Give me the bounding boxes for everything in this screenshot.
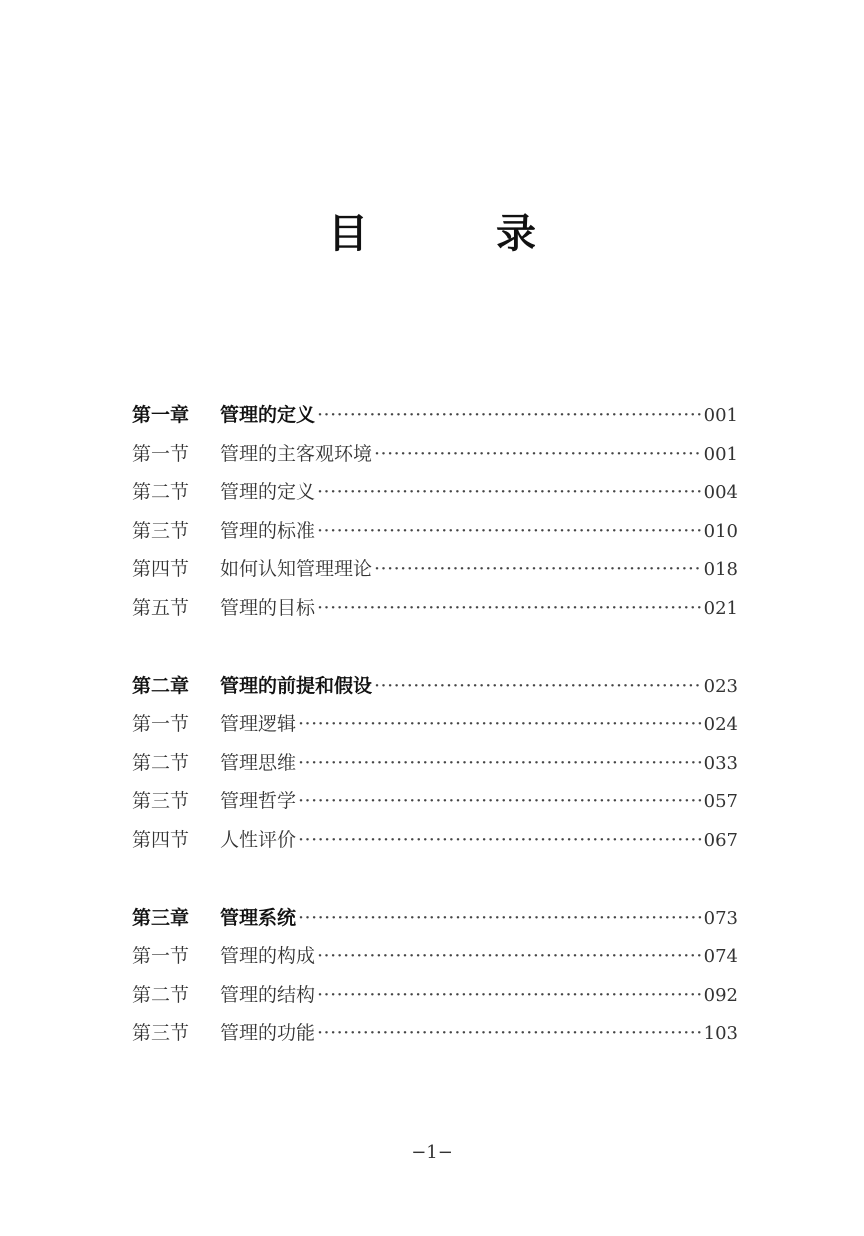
page-number: 057 xyxy=(703,791,738,813)
footer-page-number: −1− xyxy=(411,1142,453,1163)
toc-chapter-entry[interactable] xyxy=(132,899,738,938)
dot-leader xyxy=(317,396,702,435)
section-title: 管理哲学 xyxy=(220,790,297,813)
section-title: 管理逻辑 xyxy=(220,713,297,736)
dot-leader xyxy=(317,1014,702,1053)
section-title: 管理思维 xyxy=(220,751,297,774)
toc-section-entry[interactable] xyxy=(132,937,738,976)
page-number: 004 xyxy=(703,482,738,504)
toc-section-entry[interactable] xyxy=(132,435,738,474)
section-number: 第四节 xyxy=(132,558,190,581)
section-number: 第三节 xyxy=(132,790,190,813)
section-title: 如何认知管理理论 xyxy=(220,558,373,581)
section-number: 第二节 xyxy=(132,751,190,774)
section-number: 第一节 xyxy=(132,945,190,968)
toc-section-entry[interactable] xyxy=(132,744,738,783)
dot-leader xyxy=(317,473,702,512)
section-title: 管理的主客观环境 xyxy=(220,442,373,465)
section-number: 第二节 xyxy=(132,481,190,504)
section-title: 管理的定义 xyxy=(220,481,316,504)
chapter-title: 管理系统 xyxy=(220,906,297,929)
chapter-number: 第三章 xyxy=(132,906,190,929)
chapter-1 xyxy=(132,396,738,628)
page-number: 023 xyxy=(703,675,738,697)
section-number: 第三节 xyxy=(132,519,190,542)
section-title: 人性评价 xyxy=(220,828,297,851)
toc-section-entry[interactable] xyxy=(132,821,738,860)
dot-leader xyxy=(317,589,702,628)
chapter-3 xyxy=(132,899,738,1053)
dot-leader xyxy=(298,782,702,821)
chapter-title: 管理的前提和假设 xyxy=(220,674,373,697)
dot-leader xyxy=(317,976,702,1015)
page-number: 073 xyxy=(703,907,738,929)
section-number: 第一节 xyxy=(132,713,190,736)
section-title: 管理的结构 xyxy=(220,983,316,1006)
page-number: 024 xyxy=(703,714,738,736)
chapter-number: 第二章 xyxy=(132,674,190,697)
page-title: 目 录 xyxy=(328,210,580,257)
toc-section-entry[interactable] xyxy=(132,589,738,628)
chapter-2 xyxy=(132,667,738,860)
section-title: 管理的目标 xyxy=(220,596,316,619)
toc-section-entry[interactable] xyxy=(132,1014,738,1053)
page-number: 001 xyxy=(703,405,738,426)
dot-leader xyxy=(298,821,702,860)
chapter-title: 管理的定义 xyxy=(220,404,316,426)
page-number: 092 xyxy=(703,984,738,1006)
dot-leader xyxy=(298,899,702,938)
section-number: 第一节 xyxy=(132,442,190,465)
page-number: 074 xyxy=(703,946,738,968)
dot-leader xyxy=(298,744,702,783)
toc-section-entry[interactable] xyxy=(132,512,738,551)
section-title: 管理的标准 xyxy=(220,519,316,542)
chapter-number: 第一章 xyxy=(132,404,190,426)
page-number: 067 xyxy=(703,829,738,851)
page-number: 018 xyxy=(703,559,738,581)
page-number: 033 xyxy=(703,752,738,774)
toc-section-entry[interactable] xyxy=(132,473,738,512)
toc-section-entry[interactable] xyxy=(132,705,738,744)
toc-section-entry[interactable] xyxy=(132,976,738,1015)
toc-section-entry[interactable] xyxy=(132,550,738,589)
section-title: 管理的构成 xyxy=(220,945,316,968)
section-number: 第三节 xyxy=(132,1022,190,1045)
page-number: 001 xyxy=(703,443,738,465)
page-number: 010 xyxy=(703,520,738,542)
section-number: 第二节 xyxy=(132,983,190,1006)
section-number: 第五节 xyxy=(132,596,190,619)
section-number: 第四节 xyxy=(132,828,190,851)
toc-chapter-entry[interactable] xyxy=(132,667,738,706)
toc-section-entry[interactable] xyxy=(132,782,738,821)
toc-chapter-entry[interactable] xyxy=(132,396,738,435)
table-of-contents xyxy=(132,396,738,1053)
dot-leader xyxy=(374,667,702,706)
dot-leader xyxy=(374,550,702,589)
dot-leader xyxy=(317,937,702,976)
dot-leader xyxy=(317,512,702,551)
section-title: 管理的功能 xyxy=(220,1022,316,1045)
dot-leader xyxy=(298,705,702,744)
page-number: 021 xyxy=(703,597,738,619)
dot-leader xyxy=(374,435,702,474)
page-number: 103 xyxy=(703,1023,738,1045)
